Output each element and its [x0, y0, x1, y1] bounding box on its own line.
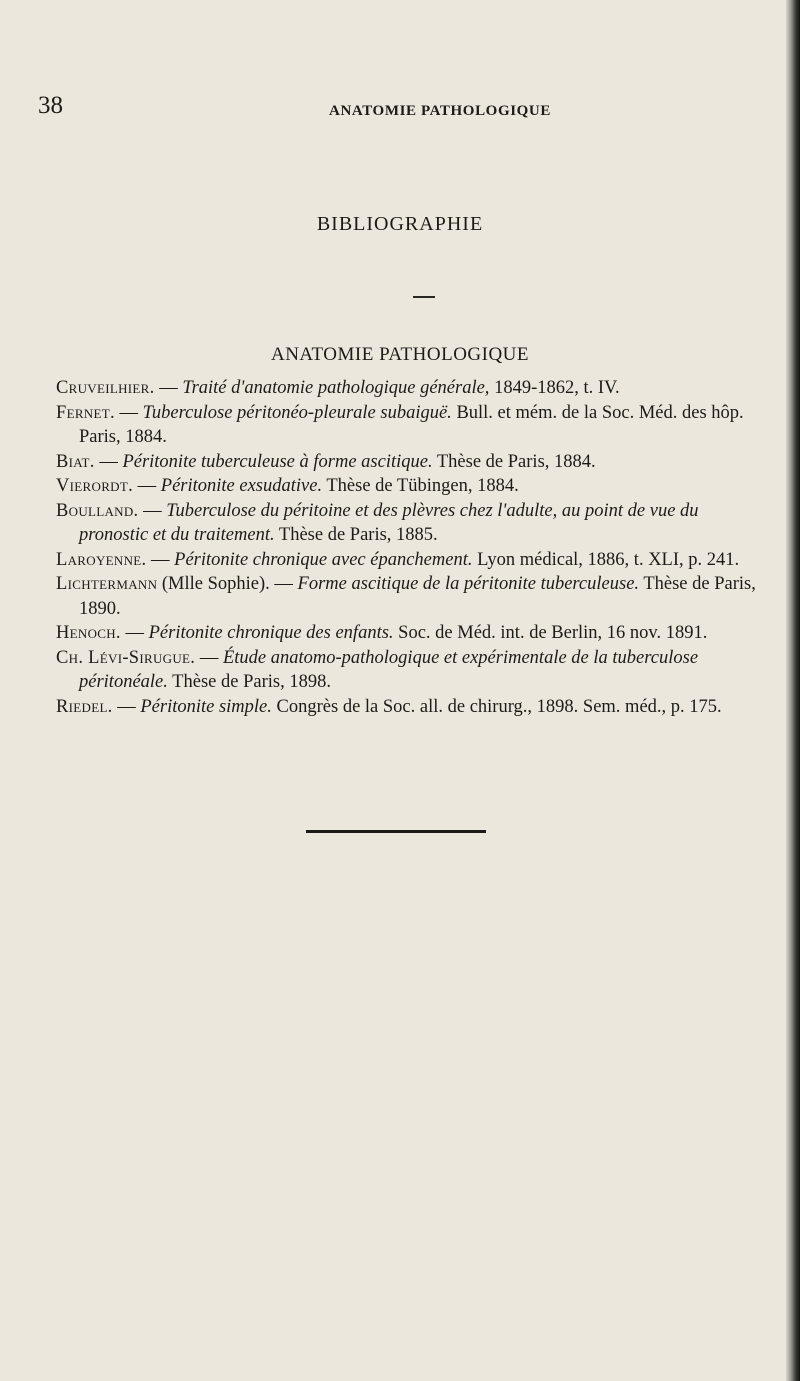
entry-separator: — — [120, 623, 149, 643]
entry-details: Bull. et mém. de la Soc. Méd. des hôp. Paris, 1884. — [79, 402, 744, 447]
running-head: ANATOMIE PATHOLOGIQUE — [329, 103, 551, 119]
entry-separator: — — [138, 500, 167, 521]
entry-title: Forme ascitique de la péritonite tuberculeuse. — [297, 574, 640, 594]
page-edge-shadow — [786, 0, 800, 1381]
entry-title: Tuberculose du péritoine et des plèvres chez l'adulte, au point de vue du pronostic et du traitement. — [79, 500, 699, 545]
page-number: 38 — [38, 92, 63, 119]
section-separator — [413, 296, 435, 298]
entry-author: Boulland. — [56, 500, 139, 521]
entry-separator: — — [94, 451, 123, 472]
bibliography-entry — [56, 695, 756, 720]
entry-title: Péritonite chronique avec épanchement. — [174, 549, 473, 570]
entry-author: Laroyenne. — [56, 549, 147, 570]
bibliography-entry — [56, 499, 756, 548]
entry-details: Thèse de Paris, 1884. — [432, 451, 596, 472]
entry-details: 1849-1862, t. IV. — [489, 378, 620, 398]
bibliography-entry — [56, 474, 756, 499]
entry-separator: — — [112, 696, 141, 717]
entry-details: Soc. de Méd. int. de Berlin, 16 nov. 1891. — [393, 623, 708, 643]
subsection-title: ANATOMIE PATHOLOGIQUE — [270, 344, 530, 365]
entry-details: Thèse de Paris, 1898. — [167, 672, 331, 692]
entry-title: Péritonite simple. — [140, 696, 272, 717]
entry-details: Thèse de Tübingen, 1884. — [322, 476, 519, 496]
entry-author: Lichtermann — [56, 574, 158, 594]
entry-author: Ch. Lévi-Sirugue. — [56, 647, 196, 668]
bibliography-entry — [56, 646, 756, 695]
entry-author: Fernet. — [56, 402, 115, 423]
entry-separator: — — [133, 476, 161, 496]
entry-author: Riedel. — [56, 696, 113, 717]
entry-separator: — — [146, 549, 175, 570]
bibliography-entry — [56, 450, 756, 475]
entry-author: Cruveilhier. — [56, 378, 155, 398]
entry-details: Congrès de la Soc. all. de chirurg., 1898. Sem. méd., p. 175. — [271, 696, 722, 717]
closing-rule — [306, 830, 486, 833]
entry-title: Tuberculose péritonéo-pleurale subaiguë. — [142, 402, 452, 423]
entry-title: Traité d'anatomie pathologique générale, — [182, 378, 490, 398]
entry-author: Vierordt. — [56, 476, 134, 496]
entry-details: Lyon médical, 1886, t. XLI, p. 241. — [472, 549, 740, 570]
entry-title: Péritonite chronique des enfants. — [148, 623, 394, 643]
entry-title: Étude anatomo-pathologique et expérimentale de la tuberculose péritonéale. — [79, 647, 699, 692]
bibliography-entry — [56, 548, 756, 573]
bibliography-entry — [56, 376, 756, 401]
bibliography-entry — [56, 621, 756, 646]
entry-author: Henoch. — [56, 623, 121, 643]
entry-details: Thèse de Paris, 1890. — [79, 574, 756, 619]
entry-title: Péritonite tuberculeuse à forme ascitique. — [122, 451, 433, 472]
entry-separator: — — [114, 402, 143, 423]
entry-separator: — — [195, 647, 223, 668]
section-title: BIBLIOGRAPHIE — [316, 213, 484, 235]
entry-title: Péritonite exsudative. — [160, 476, 323, 496]
bibliography-list — [56, 376, 756, 719]
entry-separator: (Mlle Sophie). — — [157, 574, 298, 594]
entry-details: Thèse de Paris, 1885. — [274, 525, 438, 545]
entry-author: Biat. — [56, 451, 95, 472]
entry-separator: — — [154, 378, 183, 398]
bibliography-entry — [56, 401, 756, 450]
bibliography-entry — [56, 572, 756, 621]
